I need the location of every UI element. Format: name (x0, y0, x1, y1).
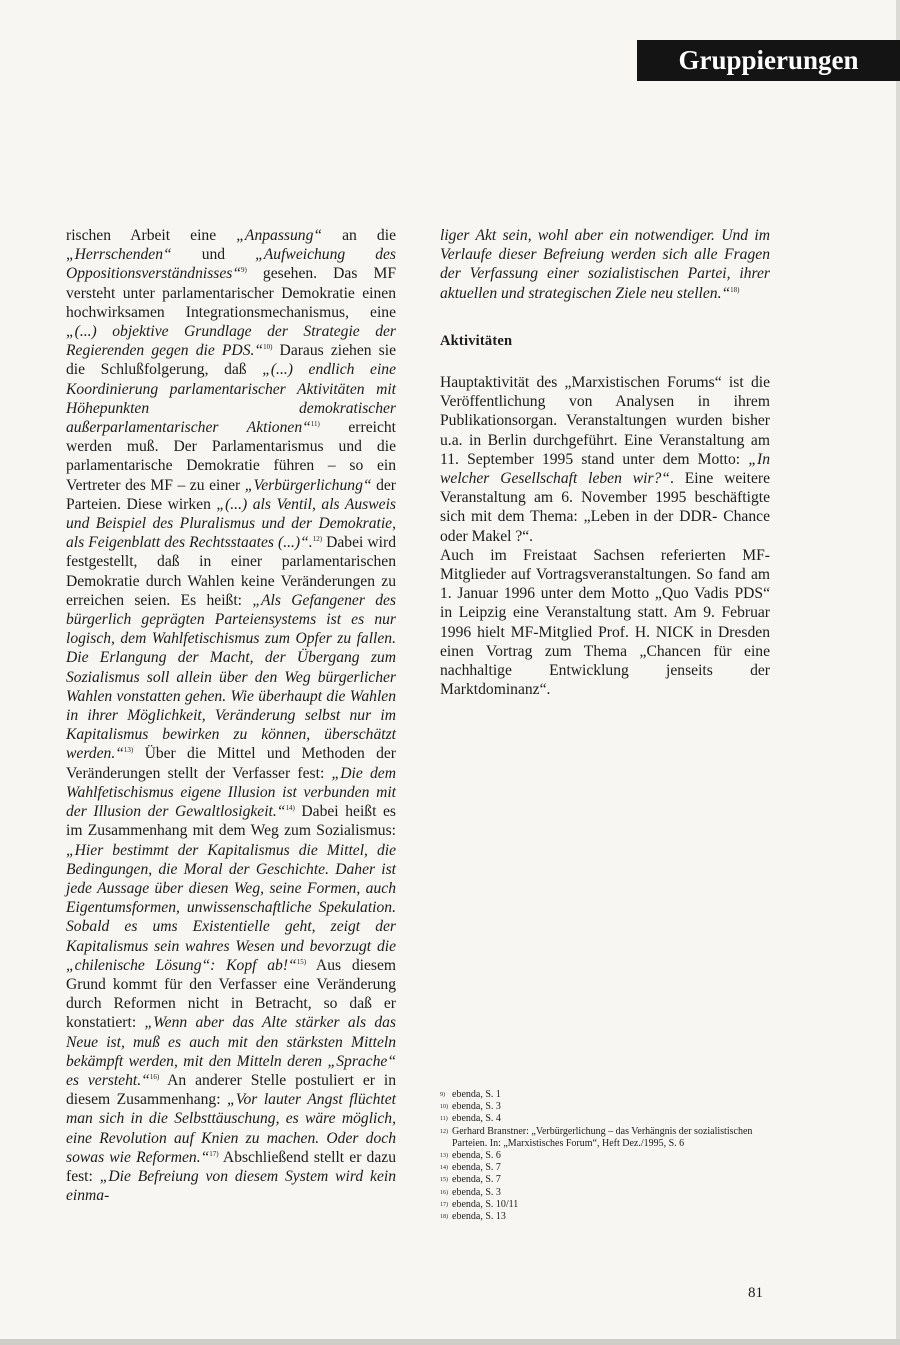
body-text: rischen Arbeit eine (66, 227, 237, 244)
left-text-column (66, 226, 396, 1205)
footnote-item (440, 1187, 770, 1199)
footnote-number: 9) (440, 1092, 445, 1098)
footnote-text: ebenda, S. 10/11 (452, 1198, 519, 1210)
footnotes-list (440, 1089, 770, 1223)
footnote-text: ebenda, S. 4 (452, 1113, 501, 1125)
footnote-number: 15) (440, 1177, 448, 1184)
footnote-marker: 9) (241, 266, 247, 275)
footnote-number: 10) (440, 1104, 448, 1111)
right-text-column (440, 226, 770, 699)
body-text: an die (322, 227, 396, 244)
footnote-marker: 13) (123, 746, 134, 755)
body-paragraph (66, 226, 396, 1205)
footnote-number: 11) (440, 1116, 448, 1123)
footnote-item (440, 1089, 770, 1101)
quoted-text: „In welcher Gesellschaft leben wir?“ (440, 450, 770, 488)
body-text: Dabei wird festgestellt, daß in einer parlamentarischen Demokratie durch Wahlen keine Veränderungen zu erreichen seien. Es heißt: (66, 534, 396, 609)
footnote-text: ebenda, S. 3 (452, 1186, 501, 1198)
footnote-item (440, 1150, 770, 1162)
footnote-text: ebenda, S. 7 (452, 1162, 501, 1174)
footnote-item (440, 1101, 770, 1113)
footnote-marker: 11) (310, 419, 320, 428)
activities-paragraph (440, 373, 770, 546)
body-text: Hauptaktivität des „Marxistischen Forums“ ist die Veröffentlichung von Analysen in ihrem Publikationsorgan. Veranstaltungen wurden bisher u.a. in Berlin durchgeführt. Eine Veranstaltung am 11. September 1995 stand unter dem Motto: (440, 374, 770, 468)
footnote-number: 13) (440, 1153, 448, 1160)
body-text: Auch im Freistaat Sachsen referierten MF-Mitglieder auf Vortragsveranstaltungen. So fand am 1. Januar 1996 unter dem Motto „Quo Vadis PDS“ in Leipzig eine Veranstaltung statt. Am 9. Februar 1996 hielt MF-Mitglied Prof. H. NICK in Dresden einen Vortrag zum Thema „Chancen für eine nachhaltige Entwicklung jenseits der Marktdominanz“. (440, 546, 770, 699)
footnote-marker: 16) (149, 1072, 160, 1081)
scan-edge-shadow (896, 0, 900, 1345)
footnote-item (440, 1113, 770, 1125)
quoted-text: „Hier bestimmt der Kapitalismus die Mittel, die Bedingungen, die Moral der Geschichte. Daher ist jede Aussage über diesen Weg, seine Formen, auch Eigentumsformen, unwissenschaftliche Spekulation. Sobald es ums Existentielle geht, zeigt der Kapitalismus sein wahres Wesen und bevorzugt die „chilenische Lösung“: Kopf ab!“ (66, 841, 396, 974)
footnote-marker: 15) (296, 957, 307, 966)
body-text: . Eine weitere Veranstaltung am 6. November 1995 beschäftigte sich mit dem Thema: „Leben in der DDR- Chance oder Makel ?“. (440, 470, 771, 545)
footnote-item (440, 1199, 770, 1211)
quoted-text: „Vor lauter Angst flüchtet man sich in die Selbsttäuschung, es wäre möglich, eine Revolution auf Knien zu machen. Oder doch sowas wie Reformen.“ (66, 1091, 396, 1166)
footnote-marker: 17) (209, 1149, 219, 1158)
footnote-item (440, 1174, 770, 1186)
footnote-marker: 10) (263, 343, 273, 352)
footnote-marker: 14) (285, 803, 295, 812)
body-text: gesehen. Das MF versteht unter parlamentarischer Demokratie einen hochwirksamen Integrationsmechanismus, eine (66, 265, 396, 321)
footnote-item (440, 1126, 770, 1150)
body-text: Dabei heißt es im Zusammenhang mit dem Weg zum Sozialismus: (66, 803, 396, 840)
quoted-text: „Verbürgerlichung“ (244, 476, 372, 494)
body-text: und (171, 246, 256, 264)
footnote-marker: 18) (730, 285, 740, 294)
footnote-text: ebenda, S. 3 (452, 1101, 501, 1113)
scan-bottom-shadow (0, 1339, 900, 1345)
footnote-number: 16) (440, 1189, 448, 1196)
body-text: An anderer Stelle postuliert er in diesem Zusammenhang: (66, 1071, 396, 1109)
footnote-number: 18) (440, 1214, 448, 1221)
footnote-text: ebenda, S. 6 (452, 1150, 501, 1162)
footnote-text: ebenda, S. 7 (452, 1174, 501, 1186)
quote-continuation (440, 226, 770, 303)
footnote-text: ebenda, S. 13 (452, 1211, 506, 1223)
footnote-marker: 12) (312, 535, 323, 544)
quoted-text: „Anpassung“ (236, 227, 323, 244)
quoted-text: „(...) als Ventil, als Ausweis und Beispiel des Pluralismus und der Demokratie, als Feigenblatt des Rechtsstaates (...)“. (66, 495, 396, 552)
section-subheading: Aktivitäten (440, 332, 513, 349)
footnote-text: Gerhard Branstner: „Verbürgerlichung – das Verhängnis der sozialistischen Parteien. In: „Marxistisches Forum“, Heft Dez./1995, S. 6 (452, 1125, 753, 1149)
quoted-text: „(...) objektive Grundlage der Strategie der Regierenden gegen die PDS.“ (66, 323, 396, 360)
footnote-text: ebenda, S. 1 (452, 1089, 501, 1100)
quoted-text: „Als Gefangener des bürgerlich geprägten Parteiensystems ist es nur logisch, dem Wahlfetischismus zum Opfer zu fallen. Die Erlangung der Macht, der Übergang zum Sozialismus soll allein über den Weg bürgerlicher Wahlen vonstatten gehen. Wie überhaupt die Wahlen in ihrer Möglichkeit, Veränderung selbst nur im Kapitalismus bewirken zu können, überschätzt werden.“ (66, 591, 396, 763)
footnote-item (440, 1211, 770, 1223)
footnote-number: 12) (440, 1128, 448, 1135)
section-title-banner: Gruppierungen (637, 40, 900, 81)
quoted-text: „Wenn aber das Alte stärker als das Neue ist, muß es auch mit den stärksten Mitteln bekämpft werden, mit den Mitteln deren „Sprache“ es versteht.“ (66, 1014, 397, 1089)
body-text: Abschließend stellt er dazu fest: (66, 1148, 396, 1185)
body-text: Über die Mittel und Methoden der Veränderungen stellt der Verfasser fest: (66, 745, 396, 782)
body-text: der Parteien. Diese wirken (66, 476, 396, 513)
saxony-paragraph (440, 546, 770, 700)
body-text: Aus diesem Grund kommt für den Verfasser eine Veränderung durch Reformen nicht in Betracht, so daß er konstatiert: (66, 956, 396, 1032)
footnote-item (440, 1162, 770, 1174)
footnote-number: 17) (440, 1201, 448, 1208)
page-number: 81 (748, 1285, 763, 1301)
quoted-text: „Herrschenden“ (66, 246, 172, 264)
quoted-text: liger Akt sein, wohl aber ein notwendiger. Und im Verlaufe dieser Befreiung werden sich alle Fragen der Verfassung einer sozialistischen Partei, ihrer aktuellen und strategischen Ziele neu stellen.“ (440, 227, 770, 302)
quoted-text: „Die Befreiung von diesem System wird kein einma- (66, 1167, 396, 1205)
quoted-text: „Die dem Wahlfetischismus eigene Illusion ist verbunden mit der Illusion der Gewaltlosigkeit.“ (66, 764, 396, 821)
footnote-number: 14) (440, 1165, 448, 1172)
quoted-text: „Aufweichung des Oppositionsverständnisses“ (66, 246, 396, 283)
body-text: Daraus ziehen sie die Schlußfolgerung, daß (66, 342, 397, 379)
body-text: erreicht werden muß. Der Parlamentarismus und die parlamentarische Demokratie führen – so ein Vertreter des MF – zu einer (66, 419, 397, 494)
quoted-text: „(...) endlich eine Koordinierung parlamentarischer Aktivitäten mit Höhepunkten demokratischer außerparlamentarischer Aktionen“ (66, 361, 396, 437)
